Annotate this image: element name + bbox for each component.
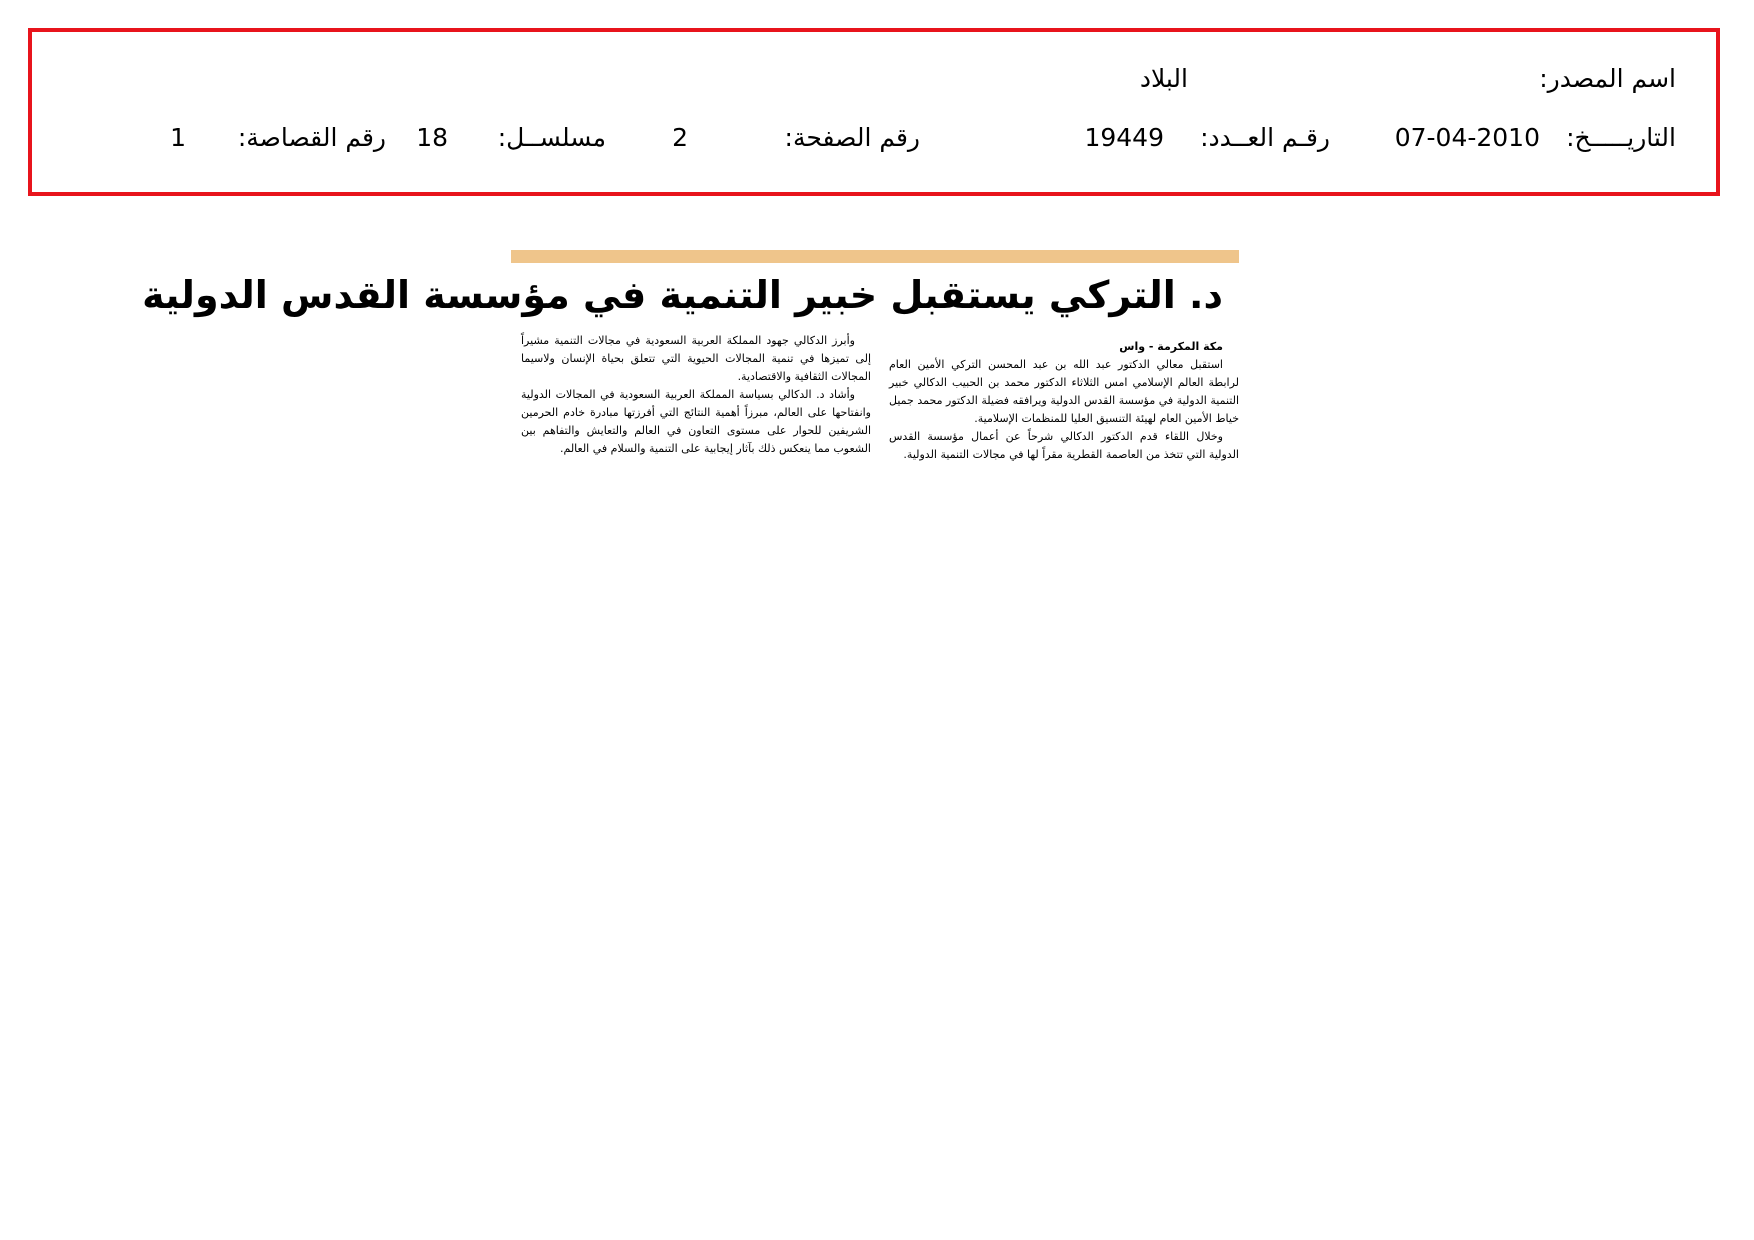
clip-number-label: رقم القصاصة: bbox=[237, 123, 386, 152]
clip-number-value: 1 bbox=[170, 123, 186, 152]
serial-label: مسلســل: bbox=[497, 123, 606, 152]
date-value: 07-04-2010 bbox=[1394, 123, 1540, 152]
article-column-right bbox=[889, 338, 1239, 464]
article-paragraph: وأشاد د. الدكالي بسياسة المملكة العربية السعودية في المجالات الدولية وانفتاحها على العالم، مبرزاً أهمية النتائج التي أفرزتها مبادرة خادم الحرمين الشريفين للحوار على مستوى التعاون في العالم والتعايش والتفاهم بين الشعوب مما ينعكس ذلك بآثار إيجابية على التنمية والسلام في العالم. bbox=[521, 388, 871, 455]
article-paragraph: استقبل معالي الدكتور عبد الله بن عبد المحسن التركي الأمين العام لرابطة العالم الإسلامي امس الثلاثاء الدكتور محمد بن الحبيب الدكالي خبير التنمية الدولية في مؤسسة القدس الدولية ويرافقه فضيلة الدكتور محمد جميل خياط الأمين العام لهيئة التنسيق العليا للمنظمات الإسلامية. bbox=[889, 358, 1239, 425]
article-headline: د. التركي يستقبل خبير التنمية في مؤسسة القدس الدولية bbox=[142, 273, 1223, 317]
page-label: رقم الصفحة: bbox=[784, 123, 920, 152]
serial-value: 18 bbox=[416, 123, 448, 152]
metadata-box bbox=[28, 28, 1720, 196]
issue-value: 19449 bbox=[1084, 123, 1164, 152]
source-value: البلاد bbox=[1139, 64, 1188, 93]
clipping-top-bar bbox=[511, 250, 1239, 263]
source-label: اسم المصدر: bbox=[1539, 64, 1676, 93]
issue-label: رقـم العــدد: bbox=[1200, 123, 1330, 152]
article-dateline: مكة المكرمة - واس bbox=[1119, 340, 1223, 353]
article-column-left bbox=[521, 332, 871, 458]
date-label: التاريـــــخ: bbox=[1566, 123, 1676, 152]
article-paragraph: وأبرز الدكالي جهود المملكة العربية السعودية في مجالات التنمية مشيراً إلى تميزها في تنمية المجالات الحيوية التي تتعلق بحياة الإنسان ولاسيما المجالات الثقافية والاقتصادية. bbox=[521, 334, 871, 383]
article-paragraph: وخلال اللقاء قدم الدكتور الدكالي شرحاً عن أعمال مؤسسة القدس الدولية التي تتخذ من العاصمة القطرية مقراً لها في مجالات التنمية الدولية. bbox=[889, 430, 1239, 461]
page-value: 2 bbox=[672, 123, 688, 152]
news-clipping bbox=[142, 250, 1239, 490]
